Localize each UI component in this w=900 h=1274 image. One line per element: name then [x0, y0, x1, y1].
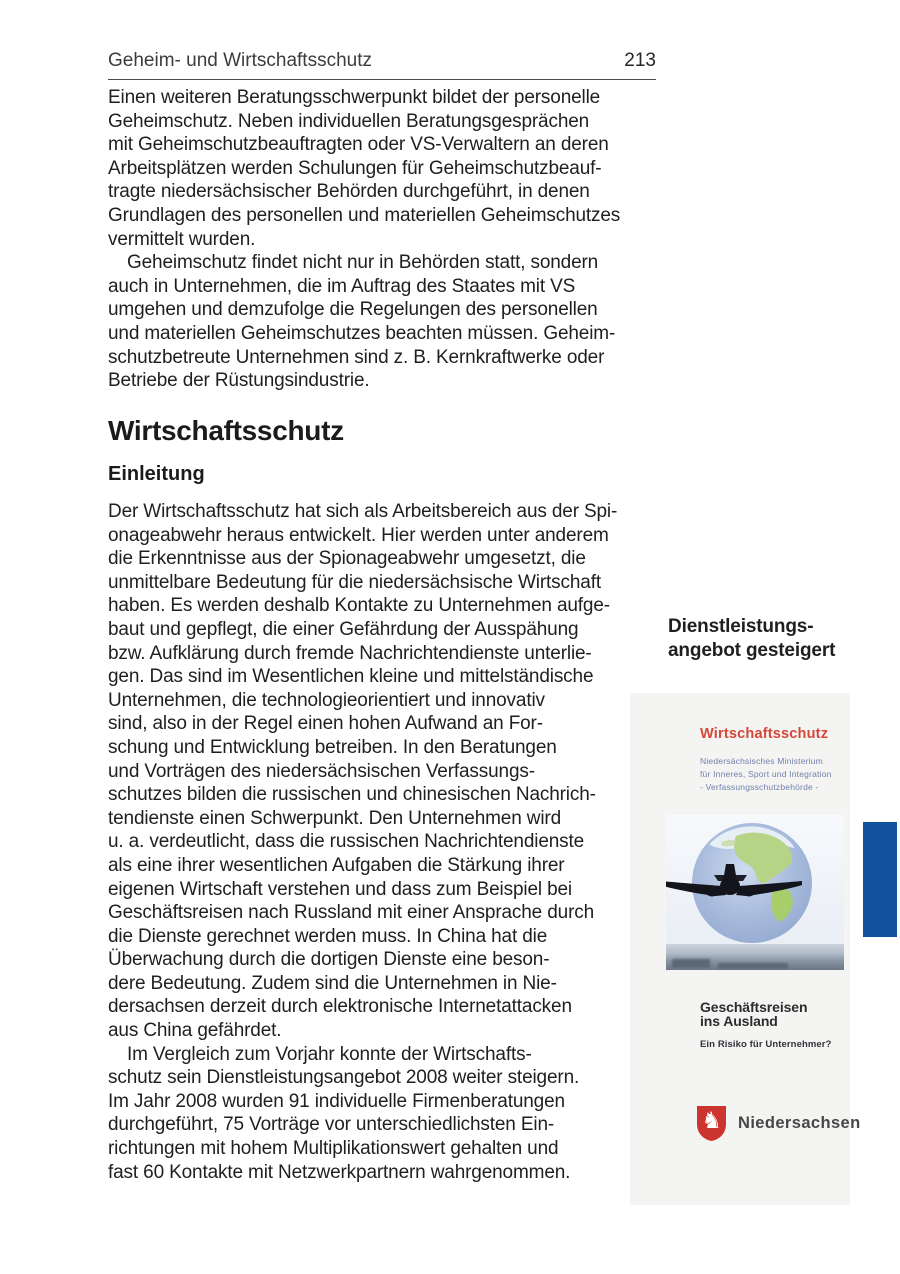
brochure-title: Wirtschaftsschutz	[700, 726, 829, 742]
text-line: schutzbetreute Unternehmen sind z. B. Kernkraftwerke oder	[108, 346, 605, 368]
text-line: baut und gepflegt, die einer Gefährdung der Ausspähung	[108, 618, 579, 640]
text-line: dere Bedeutung. Zudem sind die Unternehmen in Nie-	[108, 972, 557, 994]
text-line: onageabwehr heraus entwickelt. Hier werden unter anderem	[108, 524, 609, 546]
text-line: durchgeführt, 75 Vorträge vor unterschiedlichsten Ein-	[108, 1114, 555, 1136]
text-line: Niedersächsisches Ministerium	[700, 756, 823, 766]
text-line: als eine ihrer wesentlichen Aufgaben die Stärkung ihrer	[108, 854, 565, 876]
brochure-ministry-text	[700, 755, 832, 794]
text-line: dersachsen derzeit durch elektronische Internetattacken	[108, 996, 572, 1018]
text-line: und Vorträgen des niedersächsischen Verfassungs-	[108, 760, 535, 782]
skyline-shape	[718, 963, 788, 969]
text-line: richtungen mit hohem Multiplikationswert gehalten und	[108, 1138, 559, 1160]
text-line: umgehen und demzufolge die Regelungen des personellen	[108, 299, 598, 321]
text-line: unmittelbare Bedeutung für die niedersächsische Wirtschaft	[108, 571, 601, 593]
subsection-heading: Einleitung	[108, 463, 205, 485]
brochure-subtitle	[700, 1001, 807, 1028]
text-line: tragte niedersächsischer Behörden durchgeführt, in denen	[108, 181, 590, 203]
text-line: Grundlagen des personellen und materiellen Geheimschutzes	[108, 204, 621, 226]
running-header	[108, 50, 656, 80]
text-line: ins Ausland	[700, 1012, 778, 1029]
text-line: Überwachung durch die dortigen Dienste eine beson-	[108, 949, 550, 971]
airplane-icon	[666, 861, 804, 907]
niedersachsen-logo-text: Niedersachsen	[738, 1113, 861, 1132]
text-line: vermittelt wurden.	[108, 228, 256, 250]
text-line: auch in Unternehmen, die im Auftrag des Staates mit VS	[108, 275, 576, 297]
text-line: angebot gesteigert	[668, 639, 836, 661]
text-line: bzw. Aufklärung durch fremde Nachrichtendienste unterlie-	[108, 642, 592, 664]
running-header-title: Geheim- und Wirtschaftsschutz	[108, 50, 372, 71]
text-line: Betriebe der Rüstungsindustrie.	[108, 370, 370, 392]
text-line: die Erkenntnisse aus der Spionageabwehr umgesetzt, die	[108, 548, 586, 570]
text-line: sind, also in der Regel einen hohen Aufwand an For-	[108, 713, 543, 735]
text-line: Der Wirtschaftsschutz hat sich als Arbeitsbereich aus der Spi-	[108, 501, 618, 522]
text-line: schung und Entwicklung betreiben. In den Beratungen	[108, 736, 557, 758]
text-line: schutzes bilden die russischen und chinesischen Nachrich-	[108, 784, 596, 806]
skyline-shape	[672, 959, 710, 968]
horizon-photo-strip	[666, 944, 844, 970]
text-line: schutz sein Dienstleistungsangebot 2008 weiter steigern.	[108, 1067, 580, 1089]
text-line: Geschäftsreisen	[700, 999, 808, 1015]
text-line: fast 60 Kontakte mit Netzwerkpartnern wahrgenommen.	[108, 1161, 571, 1183]
text-line: Arbeitsplätzen werden Schulungen für Geheimschutzbeauf-	[108, 157, 602, 179]
brochure-cover	[630, 693, 861, 1205]
text-line: die Dienste gerechnet werden muss. In China hat die	[108, 925, 548, 947]
margin-note	[668, 615, 858, 662]
paragraph	[108, 251, 673, 393]
text-line: und materiellen Geheimschutzes beachten müssen. Geheim-	[108, 322, 616, 344]
section-heading: Wirtschaftsschutz	[108, 415, 344, 446]
paragraph	[108, 1043, 673, 1185]
text-line: Geheimschutz. Neben individuellen Beratungsgesprächen	[108, 110, 590, 132]
niedersachsen-logo	[696, 1104, 861, 1142]
text-line: haben. Es werden deshalb Kontakte zu Unternehmen aufge-	[108, 595, 610, 617]
text-line: Im Vergleich zum Vorjahr konnte der Wirtschafts-	[127, 1043, 532, 1065]
paragraph	[108, 86, 673, 251]
body-text-block-1	[108, 86, 673, 393]
text-line: mit Geheimschutzbeauftragten oder VS-Verwaltern an deren	[108, 134, 609, 156]
page-edge-tab	[863, 822, 897, 937]
brochure-tagline: Ein Risiko für Unternehmer?	[700, 1039, 832, 1050]
body-text-block-2	[108, 500, 673, 1184]
text-line: Unternehmen, die technologieorientiert und innovativ	[108, 689, 545, 711]
text-line: gen. Das sind im Wesentlichen kleine und mittelständische	[108, 666, 594, 688]
text-line: für Inneres, Sport und Integration	[700, 769, 832, 779]
text-line: Dienstleistungs-	[668, 616, 814, 637]
page-number: 213	[624, 50, 656, 71]
brochure-photo	[666, 815, 844, 970]
text-line: eigenen Wirtschaft verstehen und dass zum Beispiel bei	[108, 878, 572, 900]
horse-icon: ♞	[701, 1107, 722, 1134]
text-line: aus China gefährdet.	[108, 1020, 282, 1042]
text-line: Im Jahr 2008 wurden 91 individuelle Firmenberatungen	[108, 1090, 565, 1112]
text-line: Geschäftsreisen nach Russland mit einer Ansprache durch	[108, 902, 595, 924]
text-line: u. a. verdeutlicht, dass die russischen Nachrichtendienste	[108, 831, 585, 853]
text-line: Geheimschutz findet nicht nur in Behörden statt, sondern	[127, 252, 599, 274]
text-line: - Verfassungsschutzbehörde -	[700, 782, 819, 792]
paragraph	[108, 500, 673, 1043]
text-line: tendienste einen Schwerpunkt. Den Unternehmen wird	[108, 807, 561, 829]
text-line: Einen weiteren Beratungsschwerpunkt bildet der personelle	[108, 87, 601, 108]
niedersachsen-shield-icon	[696, 1105, 727, 1142]
